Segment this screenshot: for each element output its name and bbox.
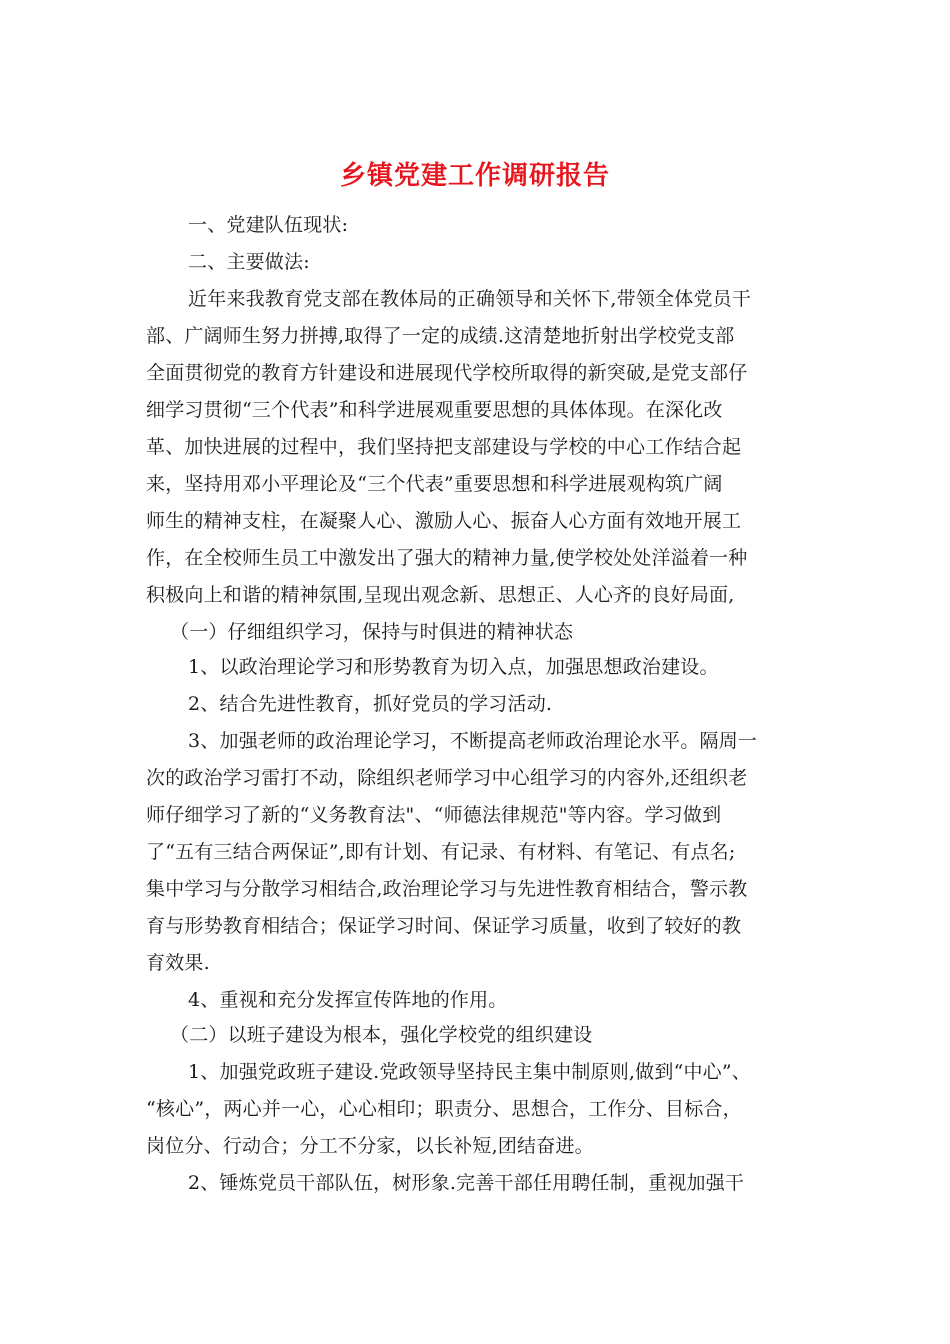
text-line: 了“五有三结合两保证”,即有计划、有记录、有材料、有笔记、有点名; [146,841,736,863]
text-line: 育效果. [146,952,210,974]
text-line: 师仔细学习了新的“义务教育法"、“师德法律规范"等内容。学习做到 [146,804,722,826]
section-heading: （二）以班子建设为根本，强化学校党的组织建设 [170,1024,593,1046]
text-line: 集中学习与分散学习相结合,政治理论学习与先进性教育相结合，警示教 [146,878,748,900]
text-line: 细学习贯彻“三个代表”和科学进展观重要思想的具体体现。在深化改 [146,399,723,421]
text-line: “核心”，两心并一心，心心相印；职责分、思想合，工作分、目标合， [146,1098,742,1120]
text-line: 革、加快进展的过程中，我们坚持把支部建设与学校的中心工作结合起 [146,436,742,458]
document-title: 乡镇党建工作调研报告 [339,161,610,191]
text-line: 来，坚持用邓小平理论及“三个代表”重要思想和科学进展观构筑广阔 [146,473,723,495]
text-line: 2、锤炼党员干部队伍，树形象.完善干部任用聘任制，重视加强干 [188,1172,745,1194]
text-line: 岗位分、行动合；分工不分家，以长补短,团结奋进。 [146,1135,594,1157]
text-line: 3、加强老师的政治理论学习，不断提高老师政治理论水平。隔周一 [188,730,758,752]
text-line: 作，在全校师生员工中激发出了强大的精神力量,使学校处处洋溢着一种 [146,547,748,569]
text-line: 4、重视和充分发挥宣传阵地的作用。 [188,989,508,1011]
text-line: 师生的精神支柱，在凝聚人心、激励人心、振奋人心方面有效地开展工 [146,510,742,532]
text-line: 一、党建队伍现状: [188,214,349,236]
text-line: 全面贯彻党的教育方针建设和进展现代学校所取得的新突破,是党支部仔 [146,362,748,384]
text-line: 近年来我教育党支部在教体局的正确领导和关怀下,带领全体党员干 [188,288,752,310]
text-line: 二、主要做法: [188,251,310,273]
text-line: 2、结合先进性教育，抓好党员的学习活动. [188,693,553,715]
section-heading: （一）仔细组织学习，保持与时俱进的精神状态 [170,621,574,643]
text-line: 1、以政治理论学习和形势教育为切入点，加强思想政治建设。 [188,656,719,678]
text-line: 次的政治学习雷打不动，除组织老师学习中心组学习的内容外,还组织老 [146,767,748,789]
text-line: 育与形势教育相结合；保证学习时间、保证学习质量，收到了较好的教 [146,915,742,937]
text-line: 积极向上和谐的精神氛围,呈现出观念新、思想正、人心齐的良好局面, [146,584,735,606]
text-line: 1、加强党政班子建设.党政领导坚持民主集中制原则,做到“中心”、 [188,1061,751,1083]
text-line: 部、广阔师生努力拼搏,取得了一定的成绩.这清楚地折射出学校党支部 [146,325,735,347]
